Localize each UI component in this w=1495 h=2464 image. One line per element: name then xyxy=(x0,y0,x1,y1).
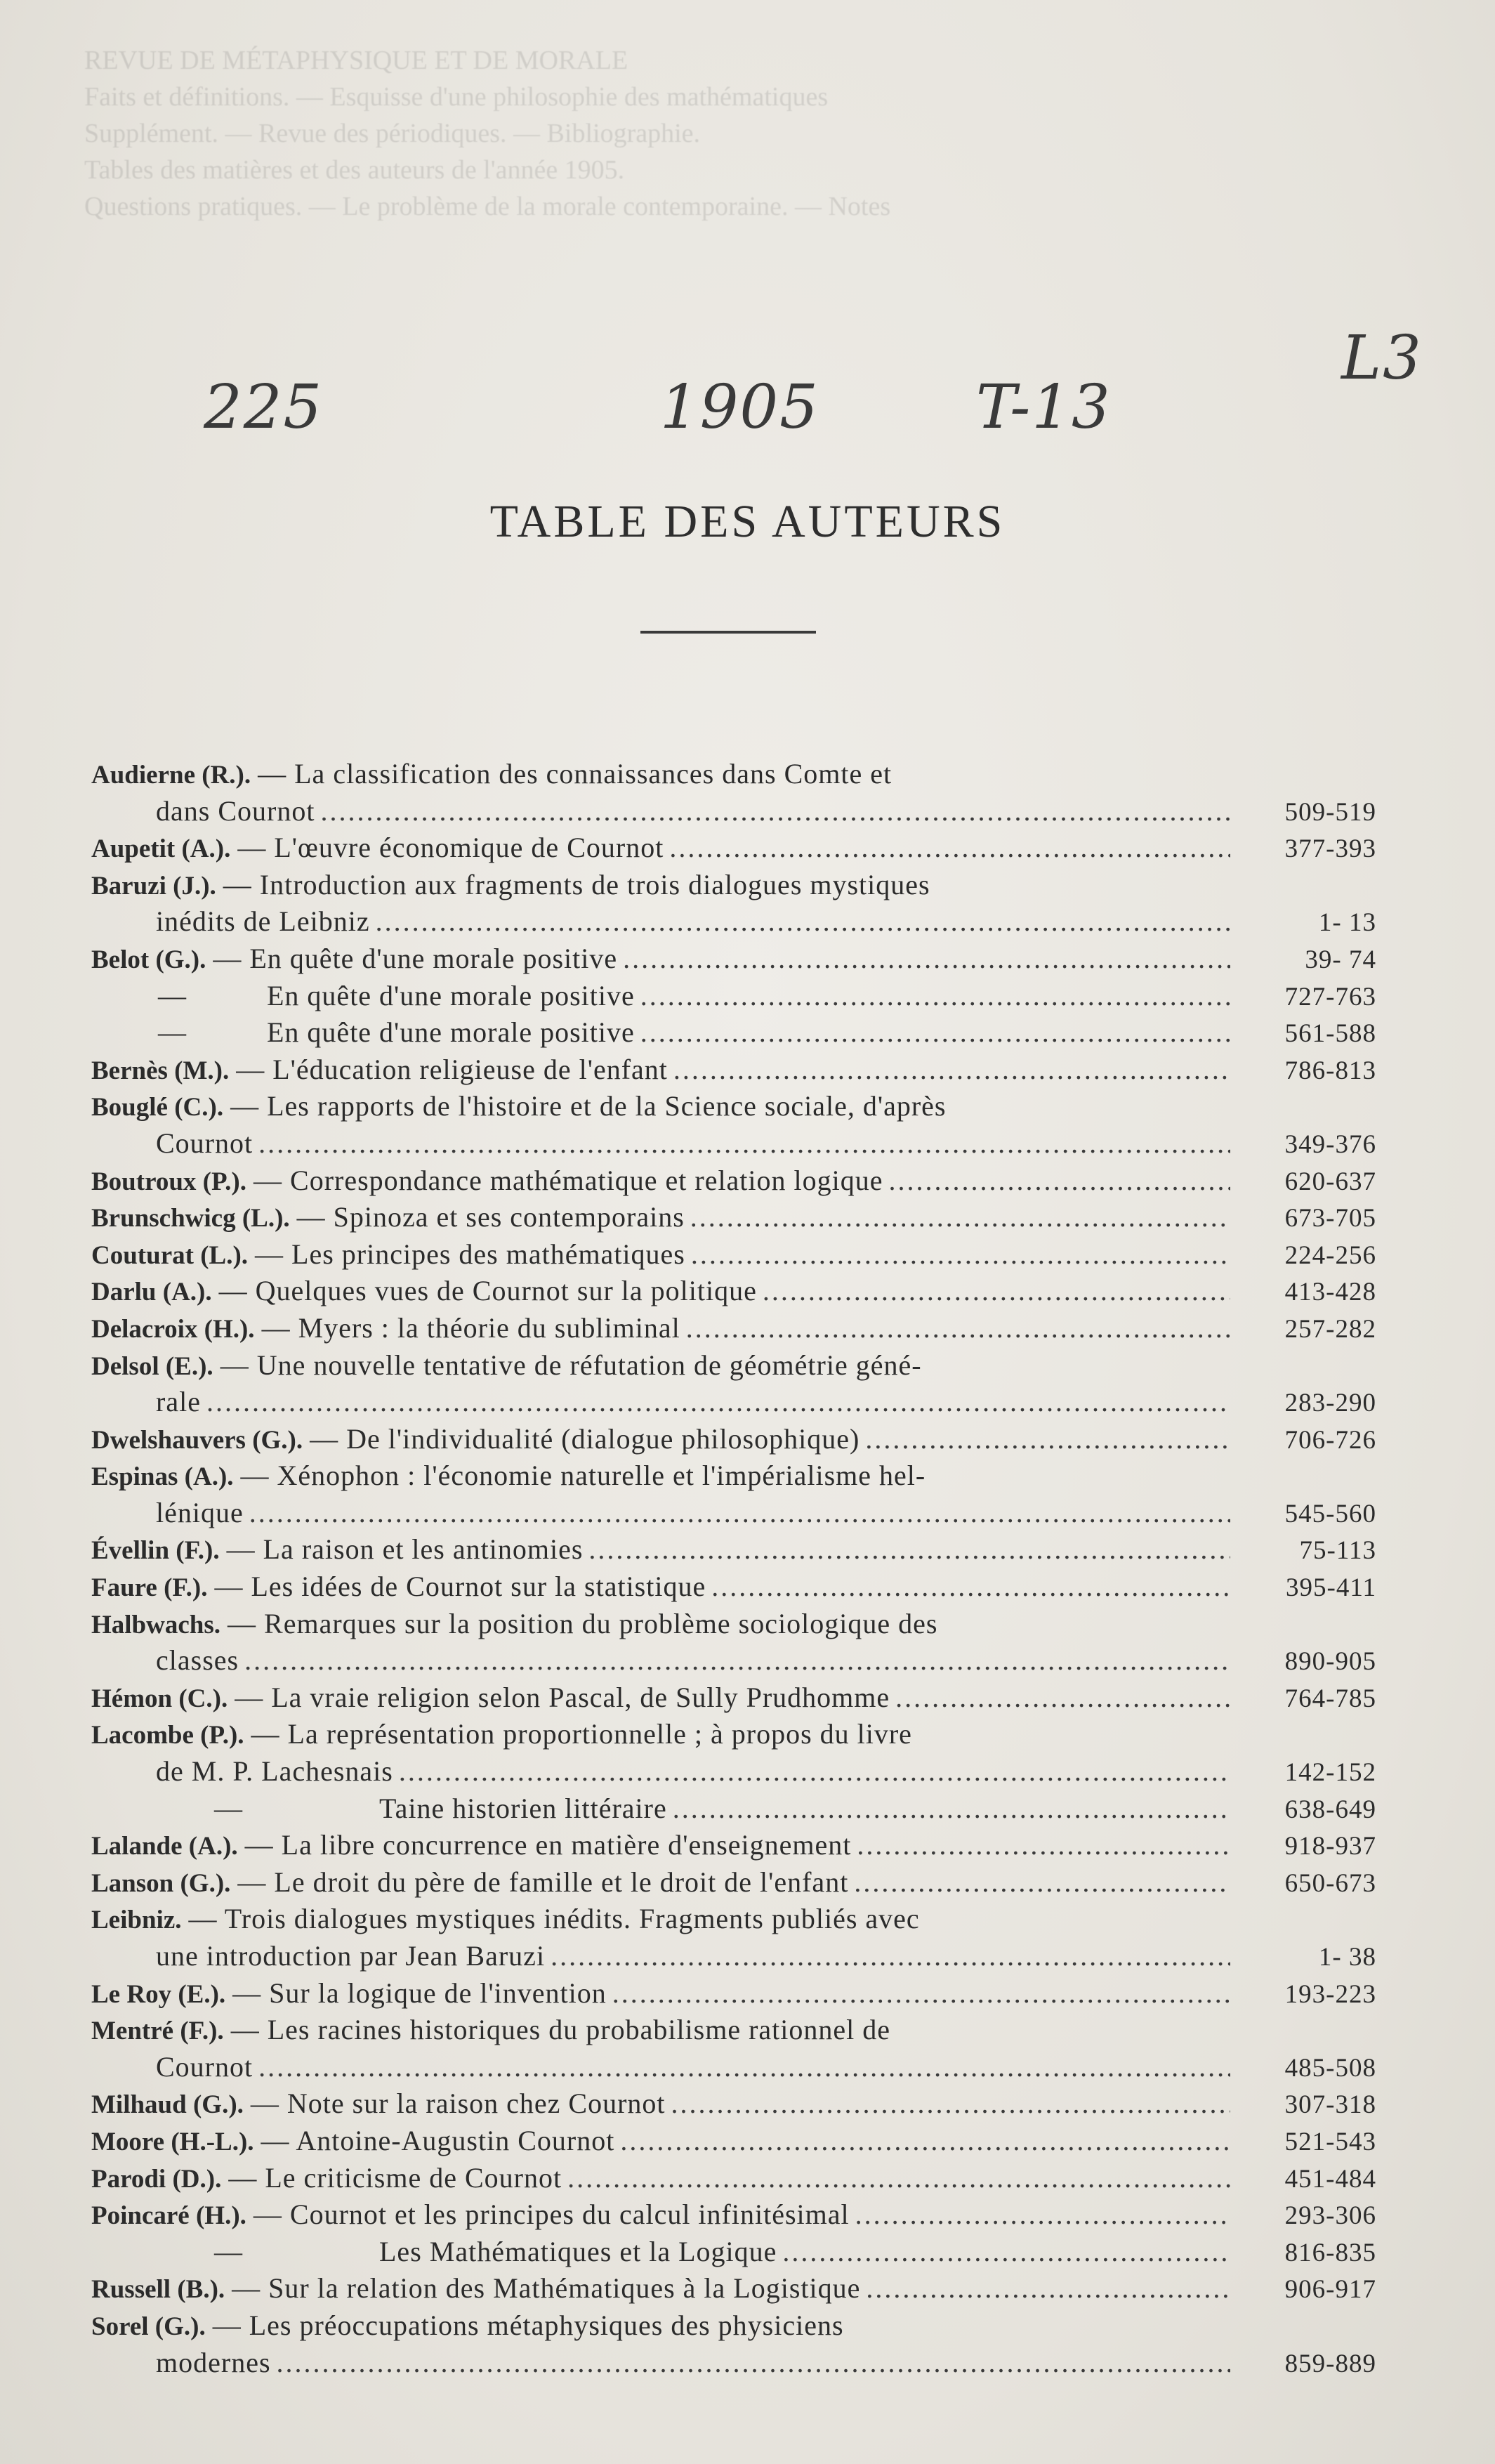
bleed-through-line: Faits et définitions. — Esquisse d'une philosophie des mathématiques xyxy=(84,82,829,112)
page-range: 673-705 xyxy=(1284,1204,1376,1233)
title-rule xyxy=(640,631,816,634)
leader-dots xyxy=(399,1753,1230,1790)
author-name: Faure (F.). xyxy=(91,1573,208,1603)
leader-dots xyxy=(320,793,1230,830)
entry-title: — La représentation proportionnelle ; à propos du livre xyxy=(251,1718,912,1750)
author-name: Sorel (G.). xyxy=(91,2312,206,2341)
page-range: 786-813 xyxy=(1284,1056,1376,1085)
page-range: 638-649 xyxy=(1284,1795,1376,1824)
leader-dots xyxy=(686,1310,1230,1346)
leader-dots xyxy=(258,1125,1230,1162)
author-name: Delsol (E.). xyxy=(91,1351,213,1381)
page-range: 257-282 xyxy=(1284,1314,1376,1344)
page-range: 521-543 xyxy=(1284,2127,1376,2156)
author-name: Lacombe (P.). xyxy=(91,1721,244,1750)
page-range: 224-256 xyxy=(1284,1240,1376,1270)
entry-title: — L'éducation religieuse de l'enfant xyxy=(236,1053,668,1085)
index-entry-continuation xyxy=(91,903,1376,941)
leader-dots xyxy=(673,1790,1230,1827)
index-entry xyxy=(91,1236,1376,1273)
leader-dots xyxy=(690,1199,1230,1236)
entry-title: — Sur la logique de l'invention xyxy=(232,1977,607,2009)
page-range: 377-393 xyxy=(1284,834,1376,864)
index-entry xyxy=(91,978,1376,1015)
index-entry-continuation xyxy=(91,2049,1376,2086)
author-name: Bouglé (C.). xyxy=(91,1093,224,1122)
author-name: Milhaud (G.). xyxy=(91,2090,244,2120)
page-range: 451-484 xyxy=(1284,2164,1376,2194)
author-name: Belot (G.). xyxy=(91,945,206,974)
index-entry xyxy=(91,1679,1376,1717)
page-title: TABLE DES AUTEURS xyxy=(489,496,1006,547)
leader-dots xyxy=(588,1531,1230,1568)
leader-dots xyxy=(249,1495,1230,1531)
author-name: Évellin (F.). xyxy=(91,1536,220,1566)
leader-dots xyxy=(277,2345,1230,2381)
index-entry xyxy=(91,1864,1376,1901)
index-entry xyxy=(91,1606,1376,1643)
index-entry xyxy=(91,1273,1376,1310)
leader-dots xyxy=(854,1864,1230,1901)
entry-title-continued: rale xyxy=(156,1386,201,1418)
entry-title: — Spinoza et ses contemporains xyxy=(296,1201,685,1233)
page-range: 349-376 xyxy=(1284,1129,1376,1159)
author-name: Halbwachs. xyxy=(91,1610,221,1639)
index-entry-continuation xyxy=(91,1495,1376,1532)
leader-dots xyxy=(244,1642,1230,1679)
entry-title-continued: Cournot xyxy=(156,1127,253,1159)
leader-dots xyxy=(612,1975,1230,2012)
author-name: Espinas (A.). xyxy=(91,1462,234,1492)
index-entry-continuation xyxy=(91,1125,1376,1162)
index-entry xyxy=(91,1901,1376,1938)
entry-title-continued: dans Cournot xyxy=(156,794,315,827)
leader-dots xyxy=(376,903,1230,940)
leader-dots xyxy=(640,1014,1230,1051)
index-entry xyxy=(91,941,1376,978)
index-entry xyxy=(91,1975,1376,2012)
entry-title: — Remarques sur la position du problème sociologique des xyxy=(228,1607,938,1639)
index-entry xyxy=(91,1531,1376,1568)
entry-title: — Le criticisme de Cournot xyxy=(228,2161,562,2194)
page-range: 650-673 xyxy=(1284,1868,1376,1898)
entry-title: — Antoine-Augustin Cournot xyxy=(261,2124,615,2156)
page-range: 193-223 xyxy=(1284,1979,1376,2009)
index-entry-continuation xyxy=(91,1753,1376,1790)
leader-dots xyxy=(623,941,1230,977)
index-entry xyxy=(91,2085,1376,2123)
author-name: Audierne (R.). xyxy=(91,761,251,789)
author-name: Poincaré (H.). xyxy=(91,2201,246,2231)
index-entry xyxy=(91,1014,1376,1051)
index-entry-continuation xyxy=(91,793,1376,830)
entry-title: — L'œuvre économique de Cournot xyxy=(237,832,664,864)
bleed-through-line: Questions pratiques. — Le problème de la morale contemporaine. — Notes xyxy=(84,192,891,221)
leader-dots xyxy=(691,1236,1230,1273)
page-range: 816-835 xyxy=(1284,2238,1376,2267)
author-name: Russell (B.). xyxy=(91,2275,225,2305)
entry-title: — Introduction aux fragments de trois dialogues mystiques xyxy=(223,868,930,900)
ditto-mark: — xyxy=(214,1792,242,1824)
page-range: 890-905 xyxy=(1284,1647,1376,1677)
entry-title: — Les racines historiques du probabilisme rationnel de xyxy=(230,2014,891,2046)
page-range: 1- 13 xyxy=(1318,908,1376,938)
author-index xyxy=(91,756,1376,2381)
index-entry xyxy=(91,2307,1376,2345)
leader-dots xyxy=(671,2085,1230,2122)
leader-dots xyxy=(855,2196,1230,2233)
bleed-through-line: REVUE DE MÉTAPHYSIQUE ET DE MORALE xyxy=(84,46,628,75)
page-range: 142-152 xyxy=(1284,1758,1376,1788)
index-entry xyxy=(91,867,1376,904)
index-entry-continuation xyxy=(91,1938,1376,1975)
entry-title: En quête d'une morale positive xyxy=(267,1016,635,1049)
index-entry xyxy=(91,2196,1376,2234)
handwritten-mark: T-13 xyxy=(976,372,1112,443)
entry-title-continued: inédits de Leibniz xyxy=(156,905,370,938)
author-name: Leibniz. xyxy=(91,1906,182,1935)
entry-title: — Correspondance mathématique et relation logique xyxy=(253,1164,883,1196)
index-entry xyxy=(91,2234,1376,2271)
page-range: 395-411 xyxy=(1286,1573,1376,1603)
page-range: 485-508 xyxy=(1284,2053,1376,2083)
page-range: 75-113 xyxy=(1299,1536,1376,1566)
leader-dots xyxy=(782,2234,1230,2270)
index-entry-continuation xyxy=(91,2345,1376,2382)
index-entry xyxy=(91,1347,1376,1384)
page-range: 39- 74 xyxy=(1305,945,1376,974)
page-range: 620-637 xyxy=(1284,1167,1376,1196)
author-name: Le Roy (E.). xyxy=(91,1979,226,2009)
page-range: 561-588 xyxy=(1284,1019,1376,1049)
leader-dots xyxy=(866,2270,1230,2307)
index-entry xyxy=(91,2012,1376,2049)
bleed-through-line: Supplément. — Revue des périodiques. — Bibliographie. xyxy=(84,119,701,148)
leader-dots xyxy=(620,2123,1230,2159)
leader-dots xyxy=(711,1568,1230,1605)
page-range: 293-306 xyxy=(1284,2201,1376,2231)
entry-title: — Le droit du père de famille et le droit de l'enfant xyxy=(237,1866,849,1898)
page-range: 764-785 xyxy=(1284,1684,1376,1713)
entry-title: — La classification des connaissances dans Comte et xyxy=(258,758,893,789)
author-name: Brunschwicg (L.). xyxy=(91,1204,290,1233)
entry-title: — En quête d'une morale positive xyxy=(213,942,618,974)
author-name: Baruzi (J.). xyxy=(91,871,216,900)
entry-title-continued: de M. P. Lachesnais xyxy=(156,1755,393,1788)
author-name: Darlu (A.). xyxy=(91,1278,212,1307)
leader-dots xyxy=(551,1938,1230,1974)
author-name: Couturat (L.). xyxy=(91,1240,249,1270)
index-entry xyxy=(91,1790,1376,1828)
author-name: Moore (H.-L.). xyxy=(91,2127,254,2156)
index-entry-continuation xyxy=(91,1642,1376,1679)
entry-title: — Sur la relation des Mathématiques à la Logistique xyxy=(232,2272,861,2305)
entry-title-continued: Cournot xyxy=(156,2050,253,2083)
entry-title: — La raison et les antinomies xyxy=(226,1533,584,1566)
index-entry xyxy=(91,1827,1376,1864)
entry-title-continued: classes xyxy=(156,1644,239,1677)
index-entry xyxy=(91,1310,1376,1347)
index-entry xyxy=(91,756,1376,793)
entry-title: — Les préoccupations métaphysiques des physiciens xyxy=(212,2309,844,2341)
handwritten-shelf-mark: L3 xyxy=(1341,323,1423,393)
entry-title: — Les rapports de l'histoire et de la Science sociale, d'après xyxy=(230,1090,947,1122)
page-range: 906-917 xyxy=(1284,2275,1376,2305)
entry-title-continued: une introduction par Jean Baruzi xyxy=(156,1940,546,1972)
handwritten-note: 225 xyxy=(204,372,324,443)
author-name: Lalande (A.). xyxy=(91,1832,238,1861)
page-range: 918-937 xyxy=(1284,1832,1376,1861)
author-name: Lanson (G.). xyxy=(91,1868,231,1898)
entry-title: — La vraie religion selon Pascal, de Sully Prudhomme xyxy=(235,1681,890,1713)
entry-title: — Xénophon : l'économie naturelle et l'impérialisme hel- xyxy=(240,1460,926,1492)
page-range: 283-290 xyxy=(1284,1389,1376,1418)
index-entry xyxy=(91,830,1376,867)
index-entry xyxy=(91,2270,1376,2307)
entry-title: — Les principes des mathématiques xyxy=(255,1238,685,1270)
entry-title: Les Mathématiques et la Logique xyxy=(379,2235,777,2267)
author-name: Dwelshauvers (G.). xyxy=(91,1425,303,1455)
leader-dots xyxy=(857,1827,1230,1863)
leader-dots xyxy=(640,978,1230,1014)
leader-dots xyxy=(258,2049,1230,2085)
author-name: Hémon (C.). xyxy=(91,1684,228,1713)
index-entry xyxy=(91,2123,1376,2160)
entry-title: — La libre concurrence en matière d'enseignement xyxy=(244,1829,852,1861)
ditto-mark: — xyxy=(158,979,186,1011)
index-entry xyxy=(91,1421,1376,1458)
entry-title: — Une nouvelle tentative de réfutation de géométrie géné- xyxy=(220,1349,922,1381)
page-range: 1- 38 xyxy=(1318,1943,1376,1972)
entry-title: — Les idées de Cournot sur la statistique xyxy=(214,1571,706,1603)
leader-dots xyxy=(895,1679,1230,1716)
entry-title: — Trois dialogues mystiques inédits. Fragments publiés avec xyxy=(188,1903,920,1935)
entry-title: En quête d'une morale positive xyxy=(267,979,635,1011)
page-range: 706-726 xyxy=(1284,1425,1376,1455)
entry-title: — De l'individualité (dialogue philosophique) xyxy=(310,1422,860,1455)
leader-dots xyxy=(673,1051,1230,1088)
author-name: Delacroix (H.). xyxy=(91,1314,255,1344)
author-name: Parodi (D.). xyxy=(91,2164,222,2194)
leader-dots xyxy=(669,830,1230,866)
entry-title: — Note sur la raison chez Cournot xyxy=(250,2088,666,2120)
handwritten-year: 1905 xyxy=(660,372,819,443)
index-entry xyxy=(91,2160,1376,2197)
leader-dots xyxy=(763,1273,1230,1309)
ditto-mark: — xyxy=(214,2235,242,2267)
index-entry xyxy=(91,1457,1376,1495)
author-name: Mentré (F.). xyxy=(91,2017,224,2046)
leader-dots xyxy=(567,2160,1230,2196)
entry-title-continued: modernes xyxy=(156,2346,271,2378)
author-name: Boutroux (P.). xyxy=(91,1167,247,1196)
index-entry xyxy=(91,1716,1376,1753)
bleed-through-line: Tables des matières et des auteurs de l'année 1905. xyxy=(84,155,625,185)
entry-title: — Cournot et les principes du calcul infinitésimal xyxy=(253,2198,850,2231)
leader-dots xyxy=(865,1421,1230,1457)
index-entry-continuation xyxy=(91,1384,1376,1421)
leader-dots xyxy=(206,1384,1230,1420)
index-entry xyxy=(91,1199,1376,1236)
index-entry xyxy=(91,1051,1376,1089)
page-range: 509-519 xyxy=(1284,797,1376,827)
page-range: 413-428 xyxy=(1284,1278,1376,1307)
page-range: 859-889 xyxy=(1284,2349,1376,2378)
entry-title: — Quelques vues de Cournot sur la politique xyxy=(218,1275,757,1307)
page-range: 545-560 xyxy=(1284,1499,1376,1528)
index-entry xyxy=(91,1088,1376,1125)
ditto-mark: — xyxy=(158,1016,186,1049)
author-name: Bernès (M.). xyxy=(91,1056,230,1085)
index-entry xyxy=(91,1162,1376,1200)
leader-dots xyxy=(889,1162,1230,1199)
entry-title: Taine historien littéraire xyxy=(379,1792,667,1824)
author-name: Aupetit (A.). xyxy=(91,834,231,864)
index-entry xyxy=(91,1568,1376,1606)
page-range: 307-318 xyxy=(1284,2090,1376,2120)
entry-title-continued: lénique xyxy=(156,1496,244,1528)
entry-title: — Myers : la théorie du subliminal xyxy=(261,1311,680,1344)
page-range: 727-763 xyxy=(1284,982,1376,1011)
